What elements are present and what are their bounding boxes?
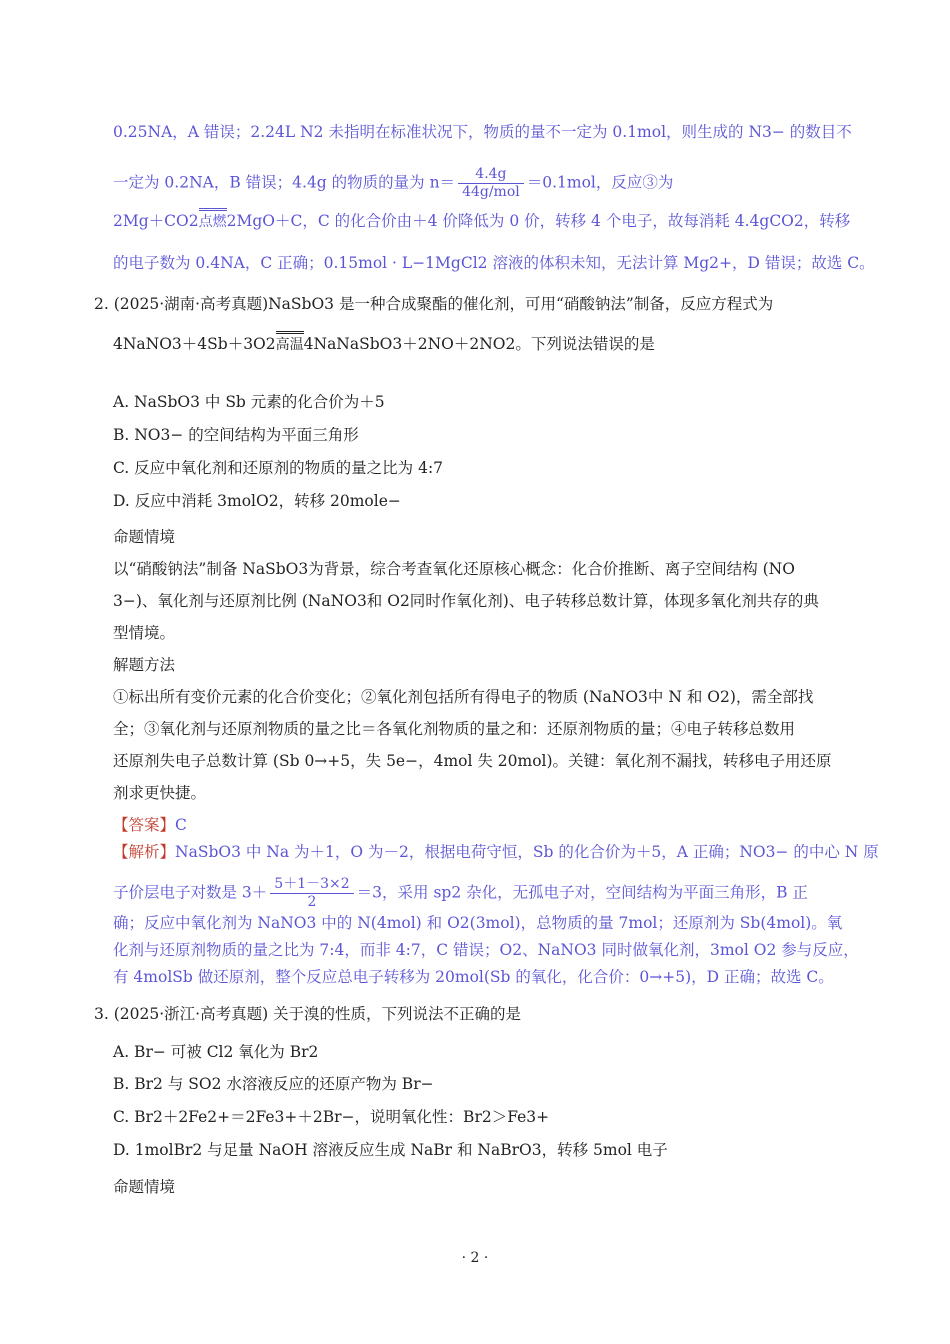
q2-method-1: ①标出所有变价元素的化合价变化；②氧化剂包括所有得电子的物质 (NaNO3中 N 和 O2)，需全部找 (113, 688, 814, 706)
q2-method-title: 解题方法 (113, 656, 176, 674)
reaction-condition: 点燃 (199, 208, 227, 233)
q2-option-c: C. 反应中氧化剂和还原剂的物质的量之比为 4:7 (113, 459, 444, 477)
q2-option-a: A. NaSbO3 中 Sb 元素的化合价为＋5 (113, 393, 385, 411)
q3-stem: 3. (2025·浙江·高考真题) 关于溴的性质，下列说法不正确的是 (94, 1005, 522, 1023)
answer-label: 【答案】 (113, 816, 176, 834)
q2-context-2: 3−)、氧化剂与还原剂比例 (NaNO3和 O2同时作氧化剂)、电子转移总数计算，体现多氧化剂共存的典 (113, 592, 819, 610)
fraction: $\frac{5+1-3\times 2}{2}$ (270, 876, 353, 911)
answer-value: C (175, 816, 187, 834)
analysis-line-2: 一定为 0.2NA，B 错误；4.4g 的物质的量为 n＝ $\frac{4.4g}{\text{44g/mol}}$ ＝0.1mol，反应③为 (113, 166, 674, 200)
q2-analysis-5: 有 4molSb 做还原剂，整个反应总电子转移为 20mol(Sb 的氧化，化合价：0→+5)，D 正确；故选 C。 (113, 968, 834, 986)
q2-method-3: 还原剂失电子总数计算 (Sb 0→+5，失 5e−，4mol 失 20mol)。关键：氧化剂不漏找，转移电子用还原 (113, 752, 832, 770)
q2-analysis-4: 化剂与还原剂物质的量之比为 7:4，而非 4:7，C 错误；O2、NaNO3 同时做氧化剂，3mol O2 参与反应， (113, 941, 859, 959)
q2-context-1: 以“硝酸钠法”制备 NaSbO3为背景，综合考查氧化还原核心概念：化合价推断、离子空间结构 (NO (113, 560, 795, 578)
q3-option-b: B. Br2 与 SO2 水溶液反应的还原产物为 Br− (113, 1075, 434, 1093)
reaction-condition: 高温 (276, 331, 304, 356)
q3-option-c: C. Br2＋2Fe2+＝2Fe3+＋2Br−，说明氧化性：Br2＞Fe3+ (113, 1108, 550, 1126)
page-number: · 2 · (461, 1250, 489, 1266)
analysis-label: 【解析】 (113, 843, 176, 861)
q2-stem-1: 2. (2025·湖南·高考真题)NaSbO3 是一种合成聚酯的催化剂，可用“硝酸钠法”制备，反应方程式为 (94, 295, 774, 313)
q3-option-a: A. Br− 可被 Cl2 氧化为 Br2 (113, 1043, 319, 1061)
analysis-line-1: 0.25NA，A 错误；2.24L N2 未指明在标准状况下，物质的量不一定为 0.1mol，则生成的 N3− 的数目不 (113, 123, 852, 141)
analysis-line-3: 2Mg＋CO2点燃2MgO＋C，C 的化合价由＋4 价降低为 0 价，转移 4 个电子，故每消耗 4.4gCO2，转移 (113, 208, 850, 233)
q2-context-3: 型情境。 (113, 624, 176, 642)
q2-analysis-3: 确；反应中氧化剂为 NaNO3 中的 N(4mol) 和 O2(3mol)，总物质的量 7mol；还原剂为 Sb(4mol)。氧 (113, 914, 843, 932)
q2-stem-2: 4NaNO3＋4Sb＋3O2高温4NaNaSbO3＋2NO＋2NO2。下列说法错误的是 (113, 331, 655, 356)
q2-answer (113, 814, 187, 836)
q2-method-2: 全；③氧化剂与还原剂物质的量之比＝各氧化剂物质的量之和：还原剂物质的量；④电子转移总数用 (113, 720, 796, 738)
analysis-line-4: 的电子数为 0.4NA，C 正确；0.15mol · L−1MgCl2 溶液的体积未知，无法计算 Mg2+，D 错误；故选 C。 (113, 254, 875, 272)
q3-option-d: D. 1molBr2 与足量 NaOH 溶液反应生成 NaBr 和 NaBrO3，转移 5mol 电子 (113, 1141, 668, 1159)
fraction: $\frac{4.4g}{\text{44g/mol}}$ (458, 166, 524, 201)
q2-option-b: B. NO3− 的空间结构为平面三角形 (113, 426, 359, 444)
q2-context-title: 命题情境 (113, 528, 176, 546)
q2-option-d: D. 反应中消耗 3molO2，转移 20mole− (113, 492, 401, 510)
q3-context-title: 命题情境 (113, 1178, 176, 1196)
q2-analysis-1: 【解析】NaSbO3 中 Na 为＋1，O 为－2，根据电荷守恒，Sb 的化合价为＋5，A 正确；NO3− 的中心 N 原 (113, 843, 879, 861)
q2-method-4: 剂求更快捷。 (113, 784, 207, 802)
q2-analysis-2: 子价层电子对数是 3＋ $\frac{5+1-3\times 2}{2}$ ＝3，采用 sp2 杂化，无孤电子对，空间结构为平面三角形，B 正 (113, 876, 808, 910)
